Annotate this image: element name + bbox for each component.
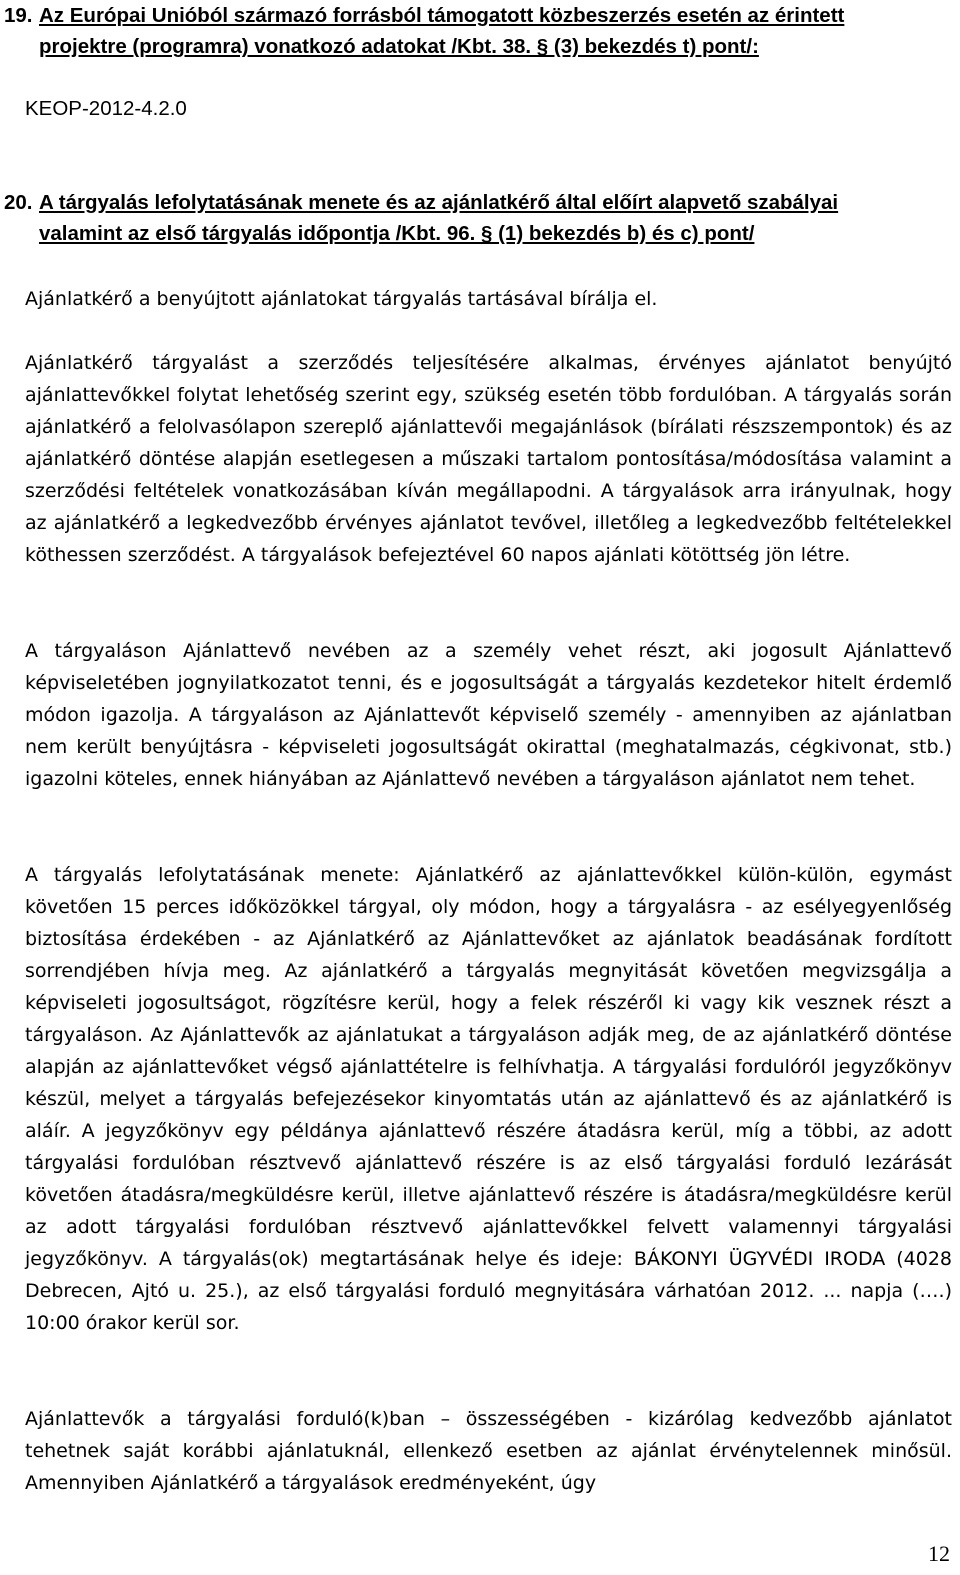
section-19-title-line2: projektre (programra) vonatkozó adatokat /Kbt. 38. § (3) bekezdés t) pont/: <box>39 35 759 58</box>
paragraph-3: A tárgyaláson Ajánlattevő nevében az a személy vehet részt, aki jogosult Ajánlattevő képviseletében jognyilatkozatot tenni, és e jogosultságát a tárgyalás kezdetekor hitelt érdemlő módon igazolja. A tárgyaláson az Ajánlattevőt képviselő személy - amennyiben az ajánlatban nem került benyújtásra - képviseleti jogosultságát okirattal (meghatalmazás, cégkivonat, stb.) igazolni köteles, ennek hiányában az Ajánlattevő nevében a tárgyaláson ajánlatot nem tehet. <box>25 640 952 790</box>
section-20-title-line2: valamint az első tárgyalás időpontja /Kbt. 96. § (1) bekezdés b) és c) pont/ <box>39 222 755 245</box>
page-number: 12 <box>928 1541 950 1566</box>
section-19-heading <box>4 0 954 62</box>
paragraph-2: Ajánlatkérő tárgyalást a szerződés teljesítésére alkalmas, érvényes ajánlatot benyújtó ajánlattevőkkel folytat lehetőség szerint egy, szükség esetén több fordulóban. A tárgyalás során ajánlatkérő a felolvasólapon szereplő ajánlattevői megajánlások (bírálati részszempontok) és az ajánlatkérő döntése alapján esetlegesen a műszaki tartalom pontosítása/módosítása valamint a szerződési feltételek vonatkozásában kíván megállapodni. A tárgyalások arra irányulnak, hogy az ajánlatkérő a legkedvezőbb érvényes ajánlatot tevővel, illetőleg a legkedvezőbb feltételekkel köthessen szerződést. A tárgyalások befejeztével 60 napos ajánlati kötöttség jön létre. <box>25 352 952 566</box>
paragraph-5: Ajánlattevők a tárgyalási forduló(k)ban – összességében - kizárólag kedvezőbb ajánlatot tehetnek saját korábbi ajánlatuknál, ellenkező esetben az ajánlat érvénytelennek minősül. Amennyiben Ajánlatkérő a tárgyalások eredményeként, úgy <box>25 1408 952 1494</box>
section-20-title-line1: A tárgyalás lefolytatásának menete és az ajánlatkérő által előírt alapvető szabályai <box>39 191 839 214</box>
section-20-number: 20. <box>4 191 33 214</box>
section-19-title-line1: Az Európai Unióból származó forrásból támogatott közbeszerzés esetén az érintett <box>39 4 845 27</box>
paragraph-4: A tárgyalás lefolytatásának menete: Ajánlatkérő az ajánlattevőkkel külön-külön, egymást követően 15 perces időközökkel tárgyal, oly módon, hogy a tárgyalásra - az esélyegyenlőség biztosítása érdekében - az Ajánlatkérő az Ajánlattevőket az ajánlatok beadásának fordított sorrendjében hívja meg. Az ajánlatkérő a tárgyalás megnyitását követően megvizsgálja a képviseleti jogosultságot, rögzítésre kerül, hogy a felek részéről ki vagy kik vesznek részt a tárgyaláson. Az Ajánlattevők az ajánlatukat a tárgyaláson adják meg, de az ajánlatkérő döntése alapján az ajánlattevőket végső ajánlattételre is felhívhatja. A tárgyalási fordulóról jegyzőkönyv készül, melyet a tárgyalás befejezésekor kinyomtatás után az ajánlattevő és az ajánlatkérő is aláír. A jegyzőkönyv egy példánya ajánlattevő részére átadásra kerül, míg a többi, az adott tárgyalási fordulóban résztvevő ajánlattevő részére is az első tárgyalási forduló lezárását követően átadásra/megküldésre kerül, illetve ajánlattevő részére is átadásra/megküldésre kerül az adott tárgyalási fordulóban résztvevő ajánlattevőkkel felvett valamennyi tárgyalási jegyzőkönyv. A tárgyalás(ok) megtartásának helye és ideje: BÁKONYI ÜGYVÉDI IRODA (4028 Debrecen, Ajtó u. 25.), az első tárgyalási forduló megnyitására várhatóan 2012. ... napja (….) 10:00 órakor kerül sor. <box>25 864 952 1334</box>
paragraph-1: Ajánlatkérő a benyújtott ajánlatokat tárgyalás tartásával bírálja el. <box>25 288 658 310</box>
section-20-heading <box>4 187 954 249</box>
section-19-value: KEOP-2012-4.2.0 <box>25 97 187 120</box>
section-19-number: 19. <box>4 4 33 27</box>
